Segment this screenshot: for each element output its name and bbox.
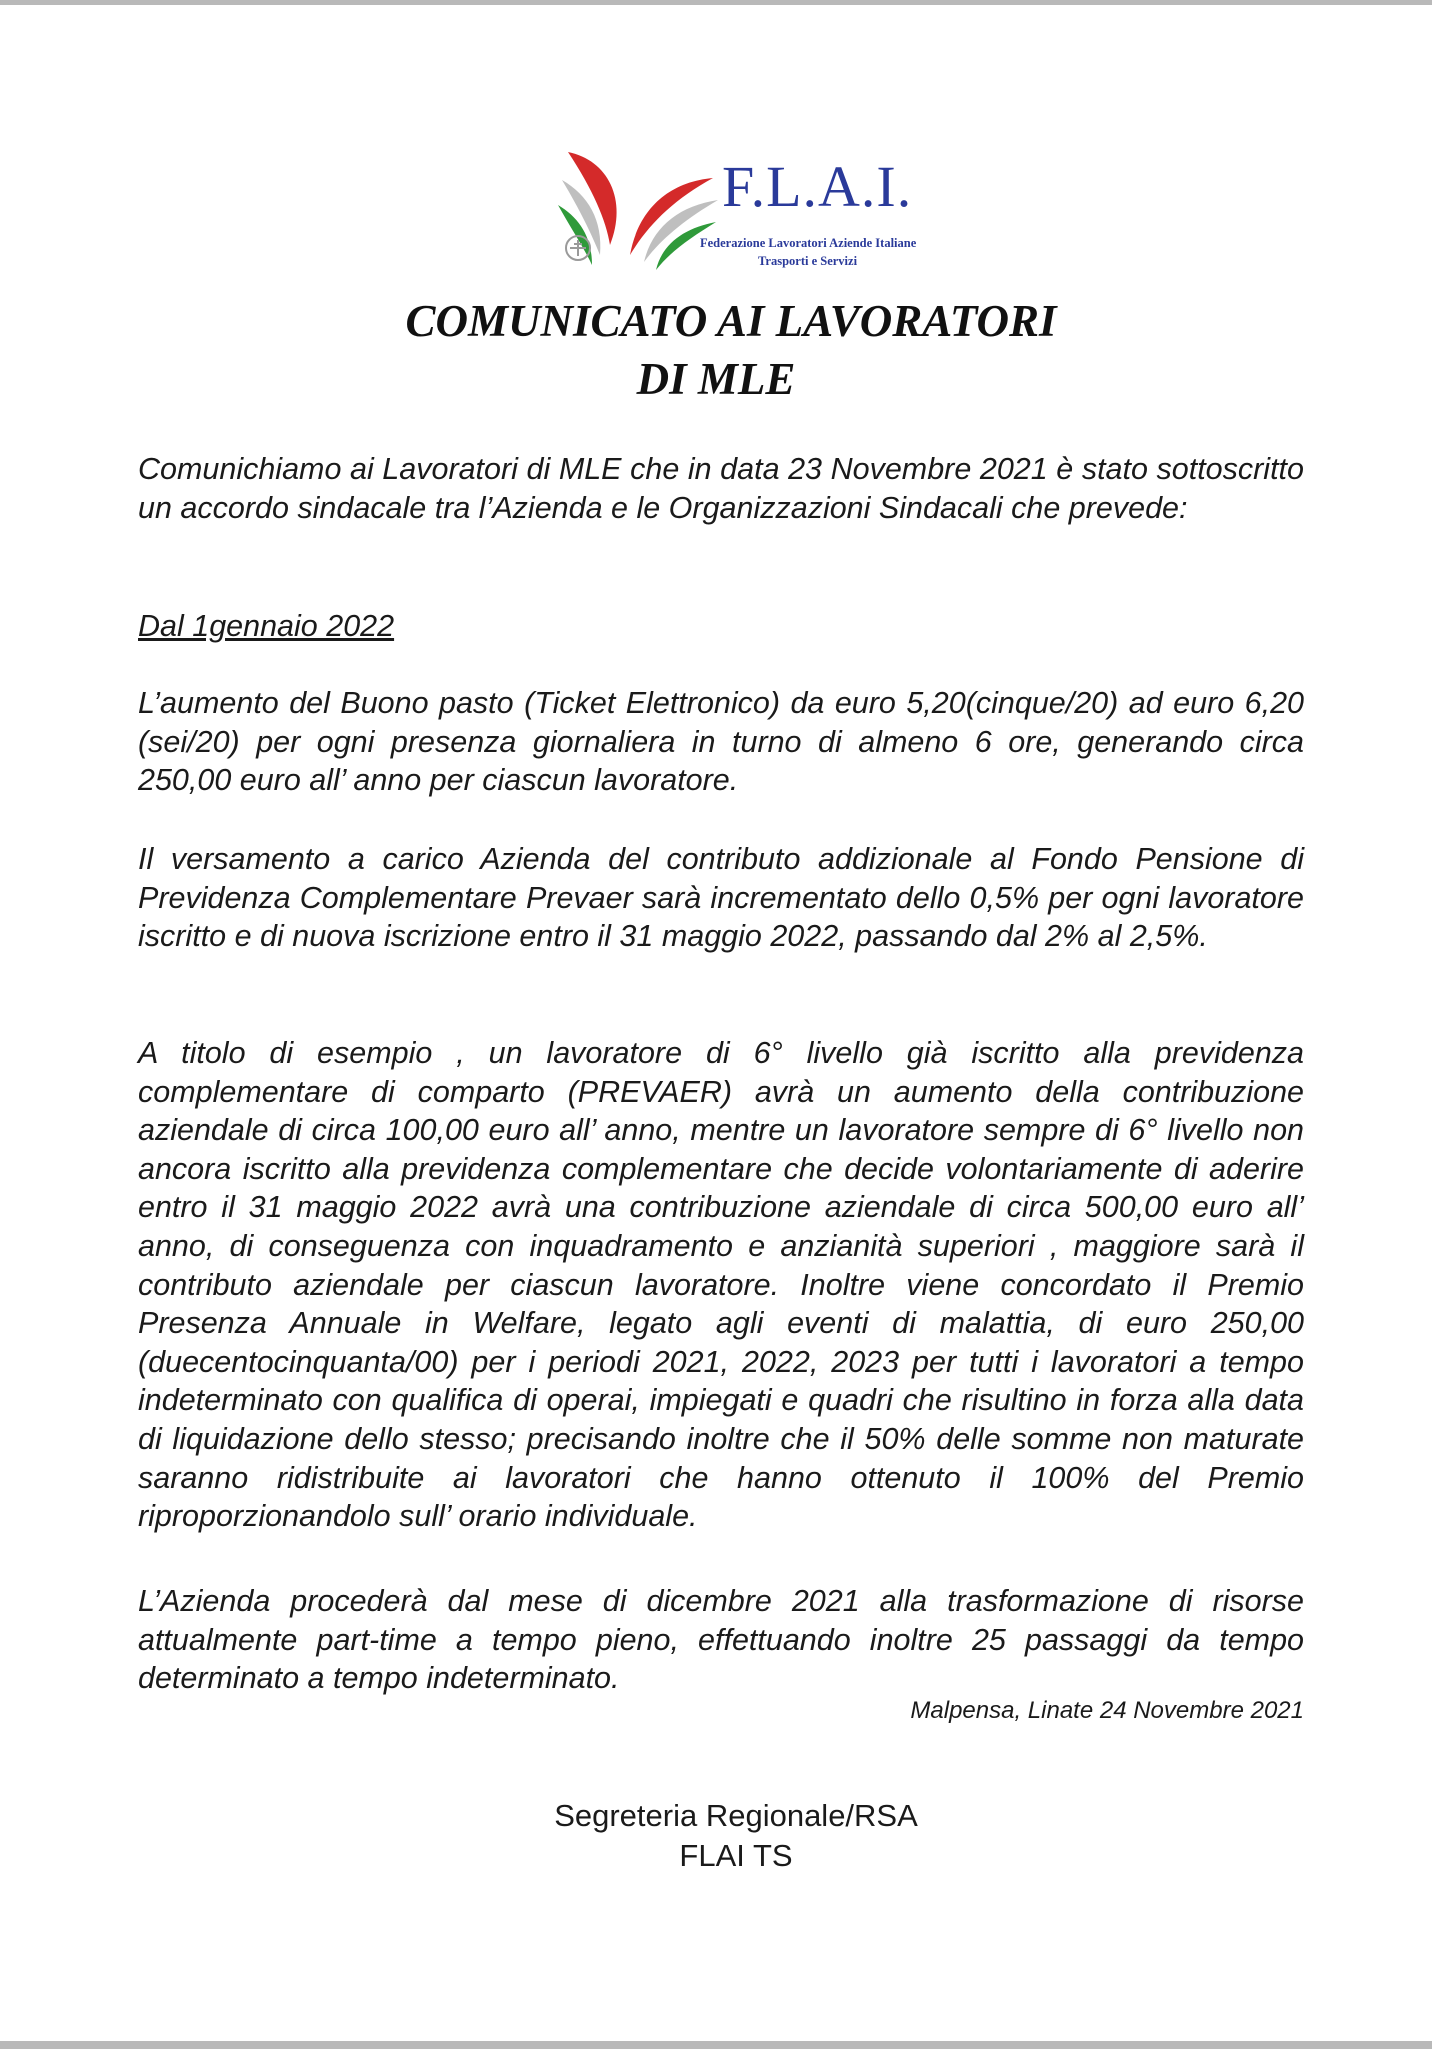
bottom-border — [0, 2041, 1432, 2049]
place-date: Malpensa, Linate 24 Novembre 2021 — [910, 1697, 1304, 1724]
example-paragraph: A titolo di esempio , un lavoratore di 6° livello già iscritto alla previdenza complementare di comparto (PREVAER) avrà un aumento della contribuzione aziendale di circa 100,00 euro all’ anno, mentre un lavoratore sempre di 6° livello non ancora iscritto alla previdenza complementare che decide volontariamente di aderire entro il 31 maggio 2022 avrà una contribuzione aziendale di circa 500,00 euro all’ anno, di conseguenza con inquadramento e anzianità superiori , maggiore sarà il contributo aziendale per ciascun lavoratore. Inoltre viene concordato il Premio Presenza Annuale in Welfare, legato agli eventi di malattia, di euro 250,00 (duecentocinquanta/00) per i periodi 2021, 2022, 2023 per tutti i lavoratori a tempo indeterminato con qualifica di operai, impiegati e quadri che risultino in forza alla data di liquidazione dello stesso; precisando inoltre che il 50% delle somme non maturate saranno ridistribuite ai lavoratori che hanno ottenuto il 100% del Premio riproporzionandolo sull’ orario individuale. — [138, 1036, 1304, 1534]
signature-block — [0, 1796, 1432, 1876]
logo-subtitle-2: Trasporti e Servizi — [758, 254, 858, 268]
page-title — [0, 292, 1432, 408]
part-time-paragraph: L’Azienda procederà dal mese di dicembre 2021 alla trasformazione di risorse attualmente part-time a tempo pieno, effettuando inoltre 25 passaggi da tempo determinato a tempo indeterminato. — [138, 1584, 1304, 1696]
wings-emblem-icon — [548, 140, 728, 280]
date-heading: Dal 1gennaio 2022 — [138, 609, 395, 643]
pension-paragraph: Il versamento a carico Azienda del contributo addizionale al Fondo Pensione di Previdenza Complementare Prevaer sarà incrementato dello 0,5% per ogni lavoratore iscritto e di nuova iscrizione entro il 31 maggio 2022, passando dal 2% al 2,5%. — [138, 842, 1304, 954]
top-border — [0, 0, 1432, 5]
flai-logo — [548, 140, 928, 280]
meal-voucher-paragraph: L’aumento del Buono pasto (Ticket Elettronico) da euro 5,20(cinque/20) ad euro 6,20 (sei/20) per ogni presenza giornaliera in turno di almeno 6 ore, generando circa 250,00 euro all’ anno per ciascun lavoratore. — [138, 686, 1304, 798]
logo-subtitle: Federazione Lavoratori Aziende Italiane — [700, 236, 917, 250]
intro-paragraph: Comunichiamo ai Lavoratori di MLE che in data 23 Novembre 2021 è stato sottoscritto un accordo sindacale tra l’Azienda e le Organizzazioni Sindacali che prevede: — [138, 452, 1304, 525]
signature-line-1: Segreteria Regionale/RSA — [554, 1798, 918, 1833]
logo-name: F.L.A.I. — [722, 154, 913, 219]
title-line-1: COMUNICATO AI LAVORATORI — [405, 296, 1057, 346]
signature-line-2: FLAI TS — [679, 1838, 793, 1873]
title-line-2: DI MLE — [636, 354, 796, 404]
